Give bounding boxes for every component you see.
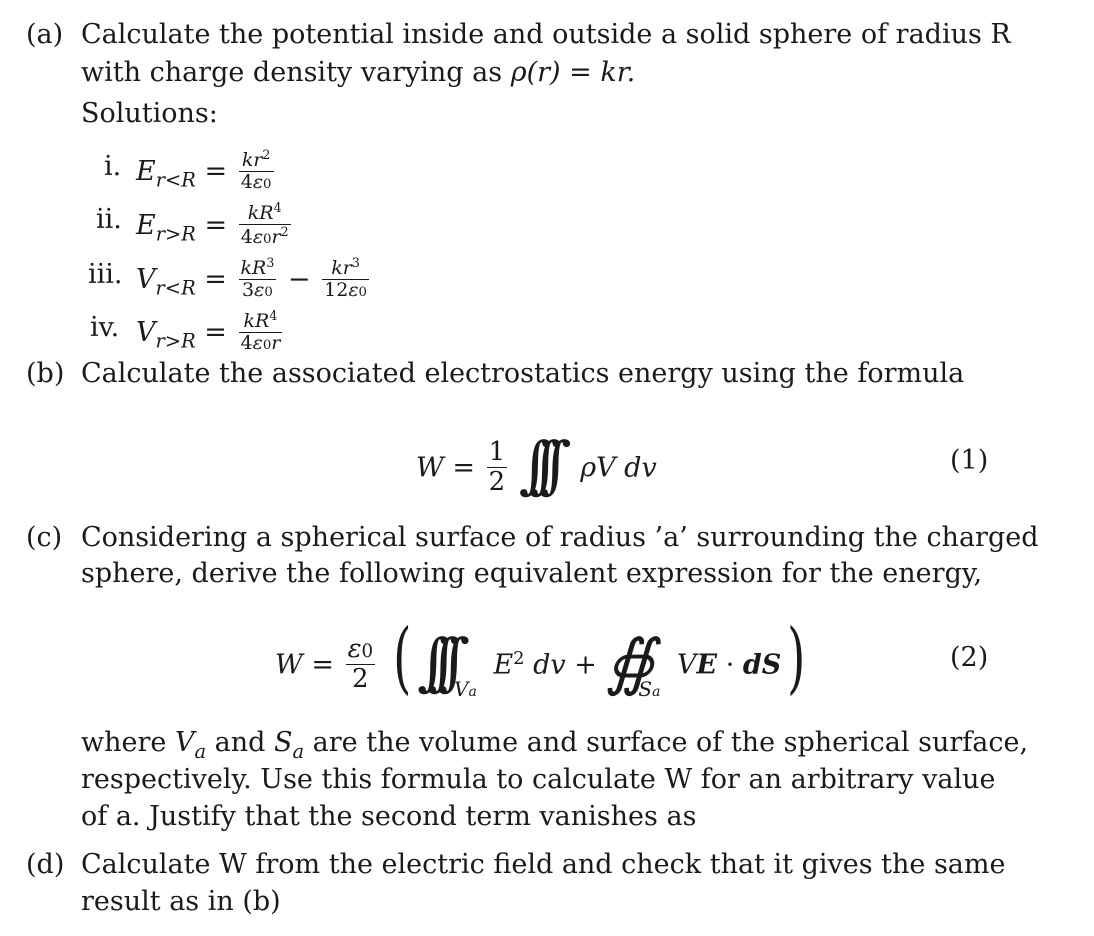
equation-2: W = $\frac{\varepsilon 0}{2}$ (∫∫∫ $_{Va}$ $E^2$ dv + $∯_{Sa}$ VE · dS) [275,613,806,704]
equation-1: W = $\frac{1}{2}$ ∫∫∫ ρV dv [416,428,657,502]
solution-item-iii-label: iii. [88,259,123,290]
part-c-label: (c) [26,522,63,553]
part-c-after-line3: of a. Justify that the second term vanishes as [81,801,697,832]
solution-item-i-equation: $E_{r<R}$ = $\frac{kr^2}{4\varepsilon 0}$ [136,147,272,193]
part-c-line2: sphere, derive the following equivalent expression for the energy, [81,558,983,589]
part-d-line2: result as in (b) [81,886,281,917]
part-a-line1: Calculate the potential inside and outside a solid sphere of radius R [81,19,1011,50]
part-a-label: (a) [26,19,64,50]
part-a-line2: with charge density varying as ρ(r) = kr. [81,57,636,88]
solution-item-iv-label: iv. [90,312,120,343]
solution-item-iv-equation: $V_{r>R}$ = $\frac{kR^4}{4\varepsilon 0r}$ [136,308,281,354]
equation-1-number: (1) [950,445,989,476]
part-b-label: (b) [26,358,65,389]
part-c-after-line1: where $V_a$ and $S_a$ are the volume and surface of the spherical surface, [81,727,1029,763]
solution-item-iii-equation: $V_{r<R}$ = $\frac{kR^3}{3\varepsilon 0}$ − $\frac{kr^3}{12\varepsilon 0}$ [136,255,367,301]
solutions-label: Solutions: [81,98,218,129]
solution-item-i-label: i. [104,151,122,182]
part-d-line1: Calculate W from the electric field and check that it gives the same [81,849,1006,880]
solution-item-ii-label: ii. [96,204,122,235]
equation-2-number: (2) [950,642,989,673]
part-d-label: (d) [26,849,65,880]
part-c-after-line2: respectively. Use this formula to calculate W for an arbitrary value [81,764,996,795]
part-b-text: Calculate the associated electrostatics energy using the formula [81,358,965,389]
solution-item-ii-equation: $E_{r>R}$ = $\frac{kR^4}{4\varepsilon 0r^2}$ [136,200,289,248]
charge-density-expression: ρ(r) = kr. [510,57,636,88]
part-c-line1: Considering a spherical surface of radius ’a’ surrounding the charged [81,522,1039,553]
